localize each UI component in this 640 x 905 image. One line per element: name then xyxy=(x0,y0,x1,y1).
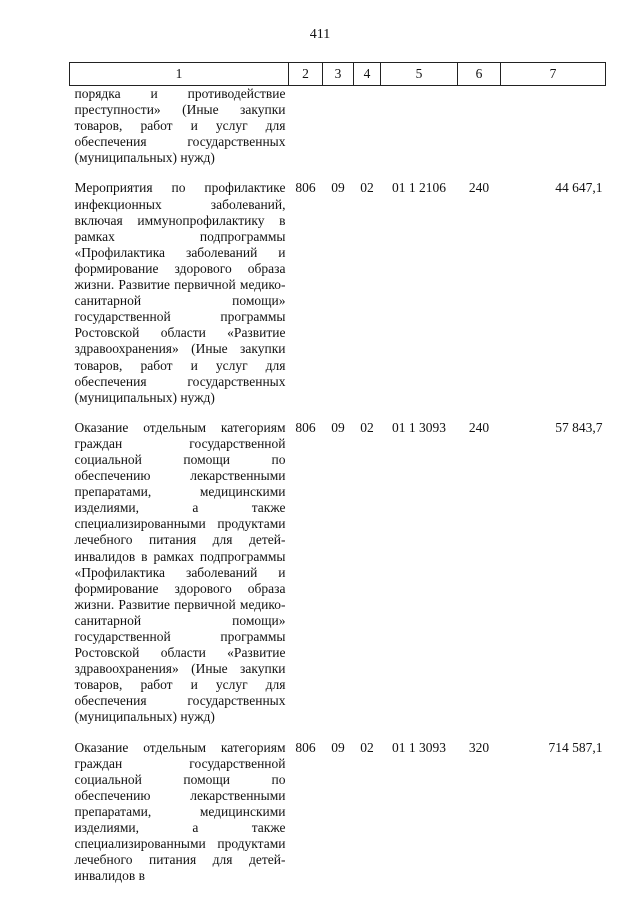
target-article-code: 01 1 3093 xyxy=(392,739,446,755)
budget-table xyxy=(69,62,606,898)
table-row xyxy=(70,86,606,181)
amount xyxy=(501,86,606,181)
table-row xyxy=(70,180,606,419)
subsection-code xyxy=(354,86,381,181)
section-code: 09 xyxy=(331,419,345,435)
column-header: 5 xyxy=(381,63,458,86)
ministry-code: 806 xyxy=(295,180,316,196)
subsection-code: 02 xyxy=(360,739,374,755)
target-article-code xyxy=(381,86,458,181)
amount: 44 647,1 xyxy=(555,180,603,196)
column-header: 2 xyxy=(289,63,323,86)
column-header: 3 xyxy=(323,63,354,86)
ministry-code: 806 xyxy=(295,739,316,755)
expense-type-code xyxy=(458,86,501,181)
column-header: 6 xyxy=(458,63,501,86)
expense-type-code: 320 xyxy=(468,739,490,755)
expense-type-code: 240 xyxy=(468,180,490,196)
column-header: 7 xyxy=(501,63,606,86)
row-description: порядка и противодействие преступности» (Иные закупки товаров, работ и услуг для обеспечения государственных (муниципальных) нужд) xyxy=(74,86,286,166)
target-article-code: 01 1 2106 xyxy=(392,180,446,196)
subsection-code: 02 xyxy=(360,419,374,435)
ministry-code: 806 xyxy=(295,419,316,435)
amount: 714 587,1 xyxy=(548,739,603,755)
target-article-code: 01 1 3093 xyxy=(392,419,446,435)
table-row xyxy=(70,740,606,899)
expense-type-code: 240 xyxy=(468,419,490,435)
section-code: 09 xyxy=(331,739,345,755)
amount: 57 843,7 xyxy=(555,419,603,435)
column-header: 1 xyxy=(70,63,289,86)
subsection-code: 02 xyxy=(360,180,374,196)
page-number: 411 xyxy=(309,27,331,42)
row-description: Оказание отдельным категориям граждан государственной социальной помощи по обеспечению лекарственными препаратами, медицинскими изделиями, а также специализированными продуктами лечебного питания для детей-инвалидов в xyxy=(74,739,286,884)
table-row xyxy=(70,420,606,740)
section-code xyxy=(323,86,354,181)
section-code: 09 xyxy=(331,180,345,196)
column-header: 4 xyxy=(354,63,381,86)
row-description: Оказание отдельным категориям граждан государственной социальной помощи по обеспечению лекарственными препаратами, медицинскими изделиями, а также специализированными продуктами лечебного питания для детей-инвалидов в рамках подпрограммы «Профилактика заболеваний и формирование здорового образа жизни. Развитие первичной медико-санитарной помощи» государственной программы Ростовской области «Развитие здравоохранения» (Иные закупки товаров, работ и услуг для обеспечения государственных (муниципальных) нужд) xyxy=(74,419,286,725)
table-header-row xyxy=(70,63,606,86)
ministry-code xyxy=(289,86,323,181)
row-description: Мероприятия по профилактике инфекционных заболеваний, включая иммунопрофилактику в рамках подпрограммы «Профилактика заболеваний и формирование здорового образа жизни. Развитие первичной медико-санитарной помощи» государственной программы Ростовской области «Развитие здравоохранения» (Иные закупки товаров, работ и услуг для обеспечения государственных (муниципальных) нужд) xyxy=(74,180,286,405)
